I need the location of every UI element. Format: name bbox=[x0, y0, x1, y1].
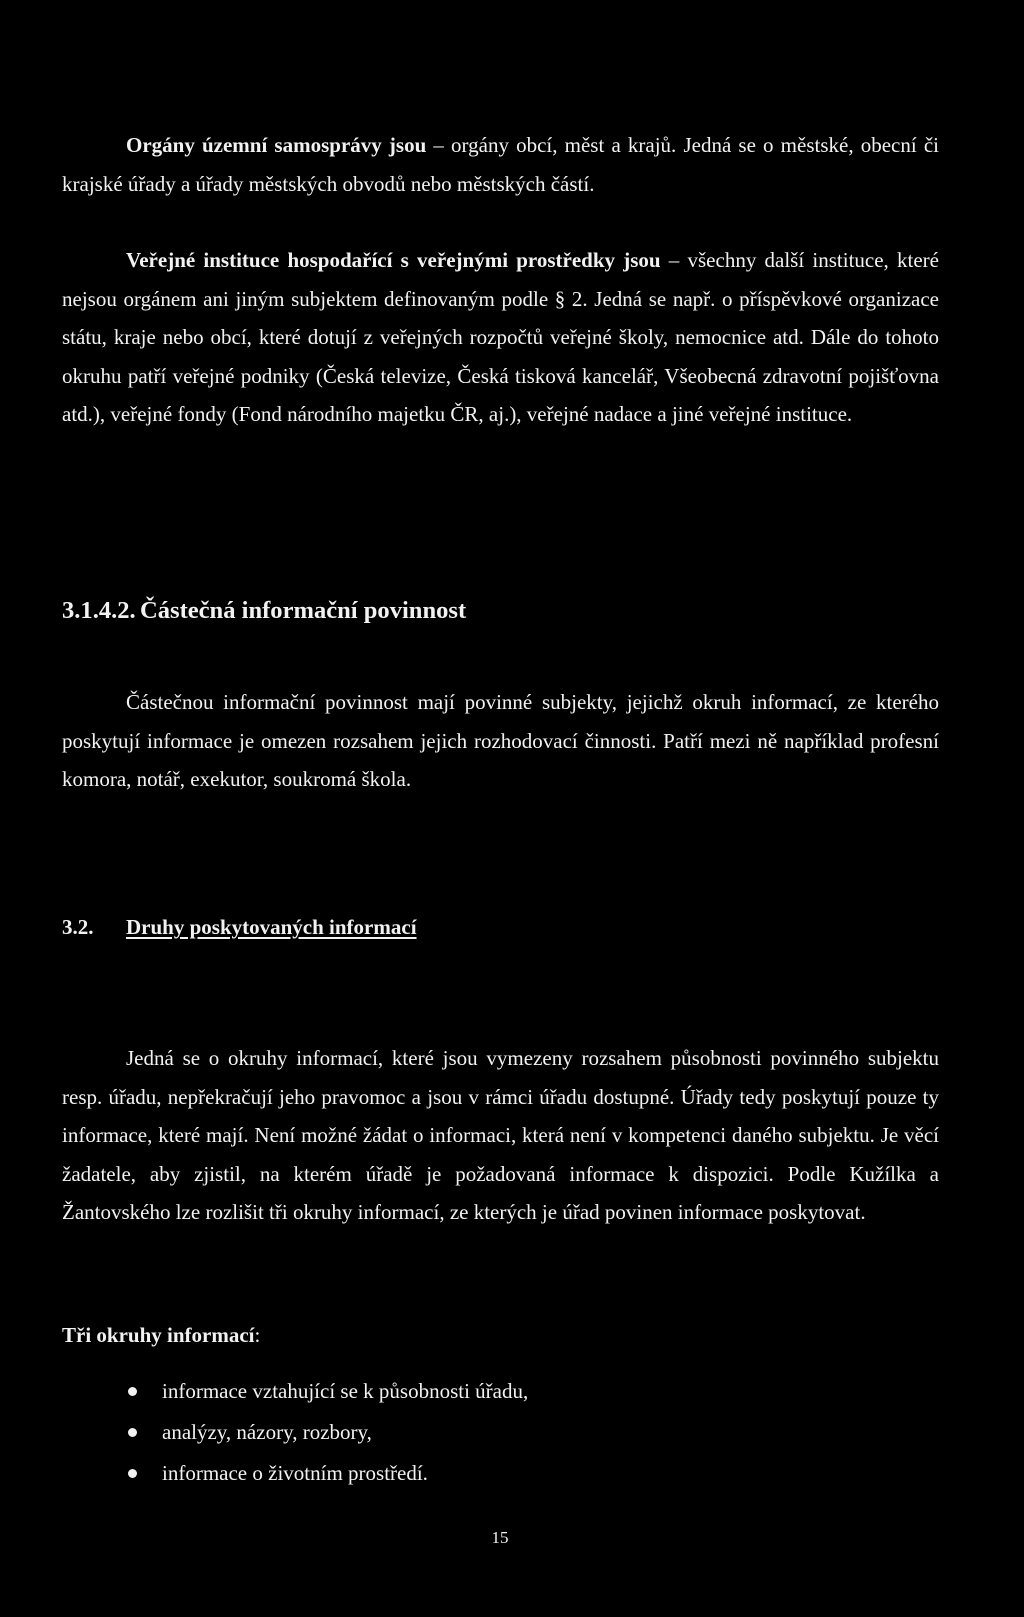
list-title-text: Tři okruhy informací bbox=[62, 1323, 255, 1347]
section-title: Druhy poskytovaných informací bbox=[126, 915, 417, 939]
information-types-list bbox=[62, 1371, 939, 1494]
paragraph-public-institutions bbox=[62, 241, 939, 434]
subsection-heading bbox=[62, 596, 466, 626]
paragraph-public-institutions-text: – všechny další instituce, které nejsou orgánem ani jiným subjektem definovaným podle § 2. Jedná se např. o příspěvkové organizace státu, kraje nebo obcí, které dotují z veřejných rozpočtů veřejné školy, nemocnice atd. Dále do tohoto okruhu patří veřejné podniky (Česká televize, Česká tisková kancelář, Všeobecná zdravotní pojišťovna atd.), veřejné fondy (Fond národního majetku ČR, aj.), veřejné nadace a jiné veřejné instituce. bbox=[62, 248, 939, 426]
paragraph-territorial-bodies bbox=[62, 126, 939, 203]
list-item: informace o životním prostředí. bbox=[62, 1453, 939, 1494]
subsection-number: 3.1.4.2. bbox=[62, 597, 136, 624]
page-number: 15 bbox=[491, 1528, 509, 1547]
list-item: informace vztahující se k působnosti úřadu, bbox=[62, 1371, 939, 1412]
list-title-colon: : bbox=[254, 1323, 261, 1347]
term-territorial-bodies: Orgány územní samosprávy jsou bbox=[126, 133, 427, 157]
list-title bbox=[62, 1320, 260, 1350]
list-item: analýzy, názory, rozbory, bbox=[62, 1412, 939, 1453]
term-public-institutions: Veřejné instituce hospodařící s veřejnými prostředky jsou bbox=[126, 248, 661, 272]
section-heading bbox=[62, 912, 417, 942]
subsection-title: Částečná informační povinnost bbox=[140, 597, 467, 624]
paragraph-territorial-bodies-text: – orgány obcí, měst a krajů. Jedná se o městské, obecní či krajské úřady a úřady městských obvodů nebo městských částí. bbox=[62, 133, 939, 196]
paragraph-partial-duty: Částečnou informační povinnost mají povinné subjekty, jejichž okruh informací, ze kterého poskytují informace je omezen rozsahem jejich rozhodovací činnosti. Patří mezi ně například profesní komora, notář, exekutor, soukromá škola. bbox=[62, 690, 939, 791]
section-number: 3.2. bbox=[62, 915, 94, 939]
paragraph-information-types: Jedná se o okruhy informací, které jsou vymezeny rozsahem působnosti povinného subjektu resp. úřadu, nepřekračují jeho pravomoc a jsou v rámci úřadu dostupné. Úřady tedy poskytují pouze ty informace, které mají. Není možné žádat o informaci, která není v kompetenci daného subjektu. Je věcí žadatele, aby zjistil, na kterém úřadě je požadovaná informace k dispozici. Podle Kužílka a Žantovského lze rozlišit tři okruhy informací, ze kterých je úřad povinen informace poskytovat. bbox=[62, 1046, 939, 1224]
